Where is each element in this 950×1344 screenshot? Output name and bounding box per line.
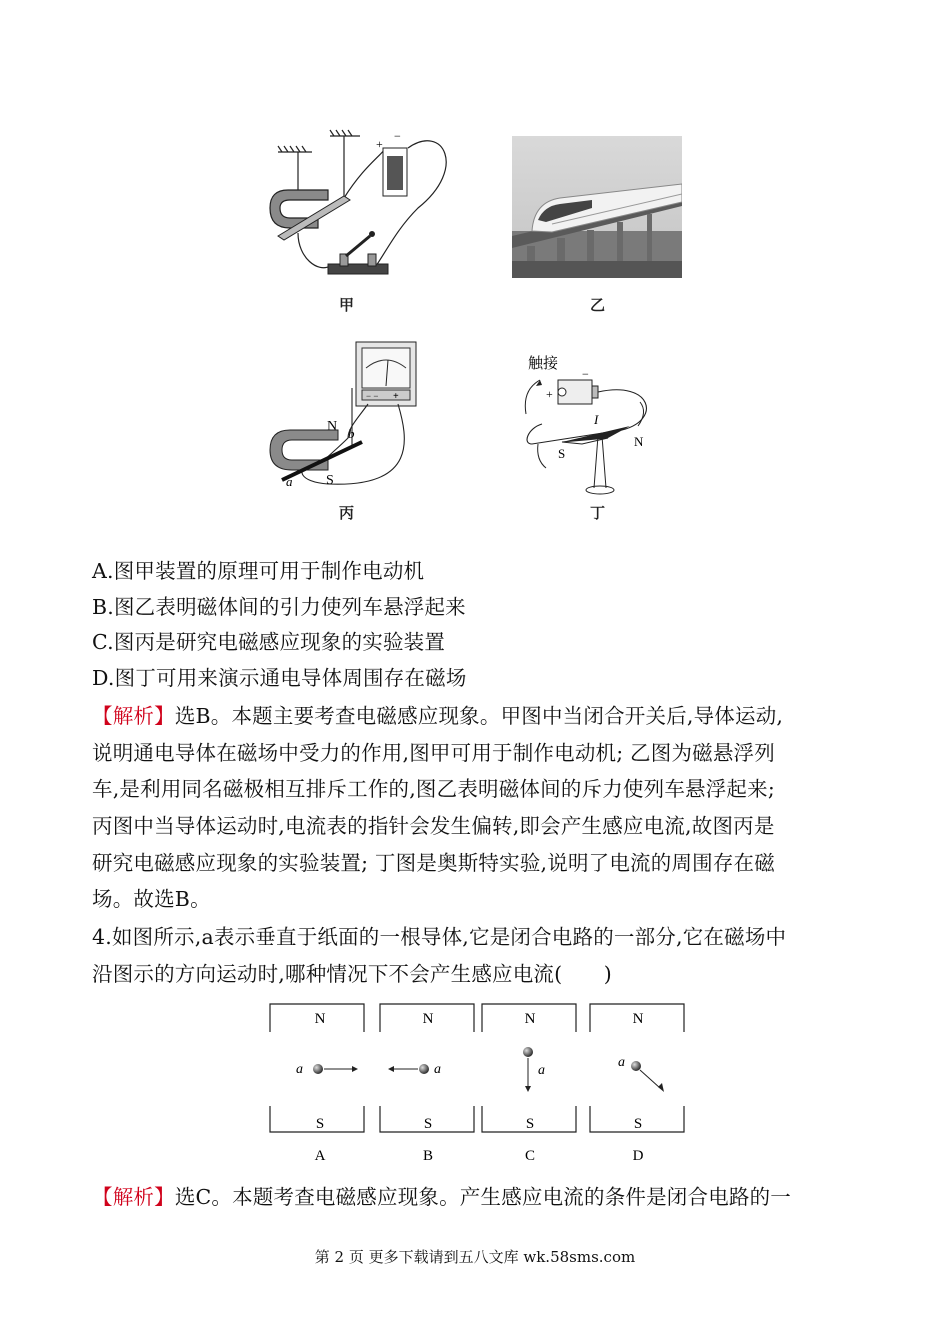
panel-a-n: N <box>314 1011 326 1027</box>
analysis1-text-1: 选B。本题主要考查电磁感应现象。甲图中当闭合开关后,导体运动, <box>174 704 784 728</box>
panel-c-caption: C <box>524 1148 536 1164</box>
ding-minus-label: − <box>582 367 589 381</box>
option-d: D.图丁可用来演示通电导体周围存在磁场 <box>92 666 467 690</box>
caption-jia: 甲 <box>339 296 355 314</box>
ding-current-label: I <box>594 412 599 427</box>
panel-c-label: a <box>538 1063 545 1078</box>
panel-c-n: N <box>524 1011 536 1027</box>
analysis1-line-5: 研究电磁感应现象的实验装置; 丁图是奥斯特实验,说明了电流的周围存在磁 <box>92 851 775 875</box>
panel-b-s: S <box>423 1116 433 1132</box>
analysis2-tag: 【解析】 <box>92 1185 175 1209</box>
panel-b-n: N <box>422 1011 434 1027</box>
option-c: C.图丙是研究电磁感应现象的实验装置 <box>92 630 446 654</box>
figure-ding <box>522 340 672 500</box>
panel-a-s: S <box>315 1116 325 1132</box>
panel-d-caption: D <box>632 1148 644 1164</box>
analysis2-text: 选C。本题考查电磁感应现象。产生感应电流的条件是闭合电路的一 <box>174 1185 791 1209</box>
option-a: A.图甲装置的原理可用于制作电动机 <box>92 559 425 583</box>
caption-ding: 丁 <box>590 504 606 522</box>
analysis1-line-1 <box>92 699 783 729</box>
question4-figure <box>268 1000 688 1170</box>
ding-n-label: N <box>634 434 644 449</box>
panel-d-s: S <box>633 1116 643 1132</box>
bing-n-label: N <box>327 419 338 434</box>
panel-c-s: S <box>525 1116 535 1132</box>
figure-bing <box>268 338 418 490</box>
battery-minus-label: − <box>394 129 401 143</box>
ding-s-label: S <box>558 446 566 461</box>
bing-s-label: S <box>326 473 334 488</box>
svg-text:− −: − − <box>366 391 379 401</box>
figure-jia <box>268 128 468 288</box>
panel-d-n: N <box>632 1011 644 1027</box>
analysis1-line-3: 车,是利用同名磁极相互排斥工作的,图乙表明磁体间的斥力使列车悬浮起来; <box>92 777 775 801</box>
analysis2-line <box>92 1180 791 1210</box>
analysis1-line-2: 说明通电导体在磁场中受力的作用,图甲可用于制作电动机; 乙图为磁悬浮列 <box>92 741 775 765</box>
panel-a-caption: A <box>314 1148 326 1164</box>
svg-text:+: + <box>393 391 399 402</box>
question4-line-1: 4.如图所示,a表示垂直于纸面的一根导体,它是闭合电路的一部分,它在磁场中 <box>92 925 787 949</box>
caption-yi: 乙 <box>590 296 606 314</box>
panel-d-label: a <box>618 1055 625 1070</box>
figure-yi-photo <box>512 136 682 278</box>
bing-a-label: a <box>286 474 293 489</box>
option-b: B.图乙表明磁体间的引力使列车悬浮起来 <box>92 595 466 619</box>
question4-line-2: 沿图示的方向运动时,哪种情况下不会产生感应电流( ) <box>92 962 612 986</box>
battery-plus-label: + <box>376 137 383 151</box>
panel-b-label: a <box>434 1062 441 1077</box>
ding-touch-label: 触接 <box>528 356 559 372</box>
ding-plus-label: + <box>546 387 553 401</box>
page-footer: 第 2 页 更多下载请到五八文库 wk.58sms.com <box>314 1248 636 1266</box>
analysis1-line-6: 场。故选B。 <box>92 887 211 911</box>
panel-b-caption: B <box>422 1148 434 1164</box>
caption-bing: 丙 <box>339 504 355 522</box>
analysis-tag: 【解析】 <box>92 704 175 728</box>
panel-a-label: a <box>296 1062 303 1077</box>
analysis1-line-4: 丙图中当导体运动时,电流表的指针会发生偏转,即会产生感应电流,故图丙是 <box>92 814 775 838</box>
bing-b-label: b <box>348 426 355 441</box>
